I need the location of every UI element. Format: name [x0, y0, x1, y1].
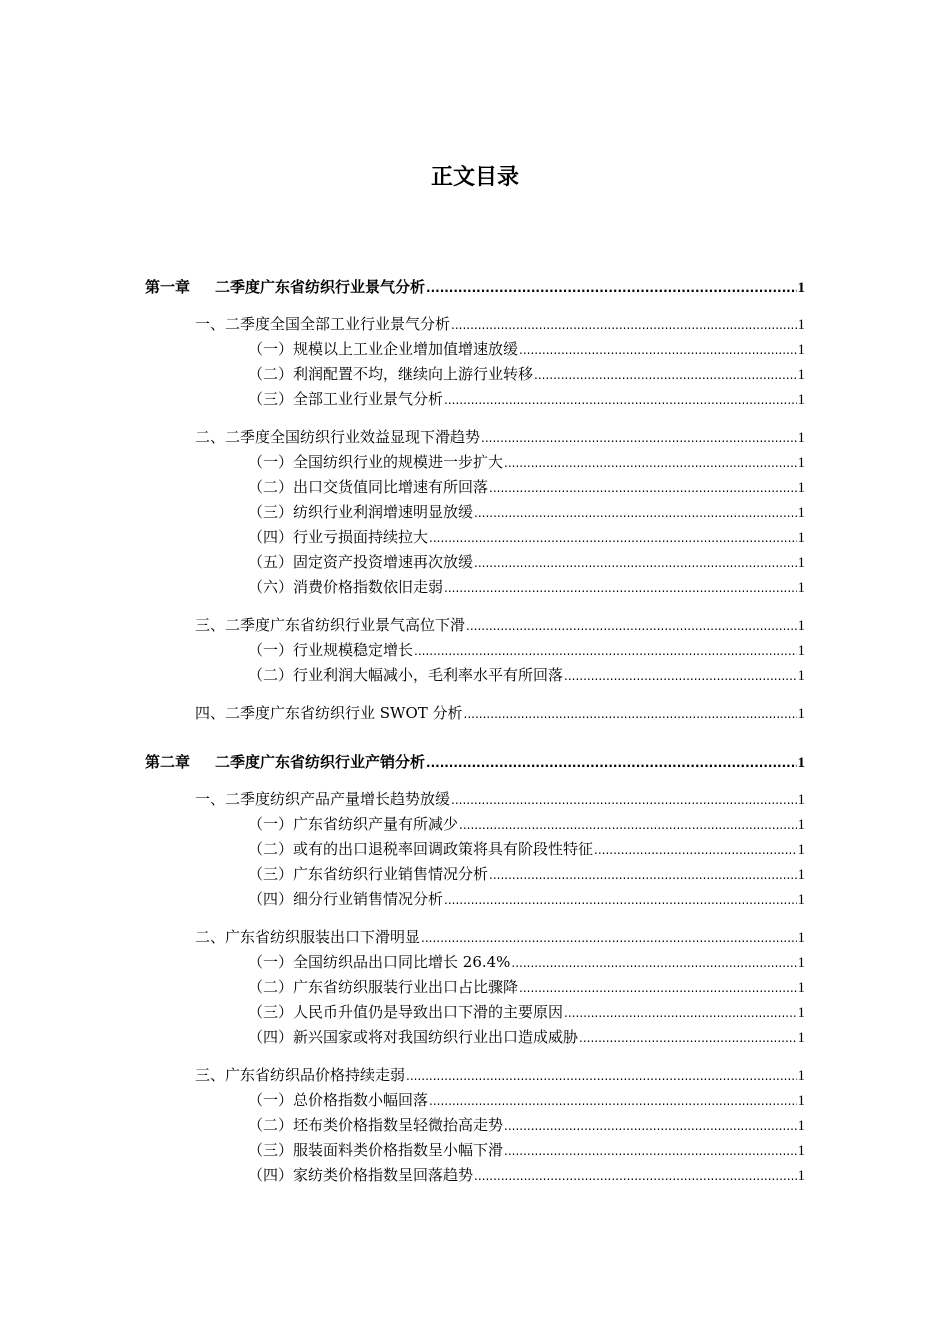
toc-entry-title: 二季度广东省纺织行业景气分析 — [215, 278, 426, 296]
toc-dot-leader — [504, 456, 796, 470]
toc-page-number: 1 — [797, 342, 805, 358]
toc-dot-leader — [481, 431, 796, 445]
toc-subsection-entry[interactable] — [248, 576, 805, 600]
toc-dot-leader — [429, 531, 796, 545]
toc-entry-text — [248, 363, 533, 384]
toc-subsection-entry[interactable] — [248, 1164, 805, 1188]
toc-entry-text — [248, 1089, 428, 1110]
toc-entry-title: （五）固定资产投资增速再次放缓 — [248, 553, 474, 571]
toc-entry-title: （四）行业亏损面持续拉大 — [248, 528, 429, 546]
toc-chapter-label: 第二章 — [145, 753, 191, 771]
toc-subsection-entry[interactable] — [248, 388, 805, 412]
toc-entry-title: （四）家纺类价格指数呈回落趋势 — [248, 1166, 474, 1184]
toc-page-number: 1 — [797, 455, 805, 471]
toc-entry-text — [248, 813, 458, 834]
toc-dot-leader — [511, 956, 796, 970]
toc-page-number: 1 — [797, 555, 805, 571]
toc-page-number: 1 — [797, 817, 805, 833]
toc-entry-title: （二）出口交货值同比增速有所回落 — [248, 478, 489, 496]
toc-page-number: 1 — [797, 930, 805, 946]
toc-page-number: 1 — [797, 706, 805, 722]
toc-entry-text — [248, 1139, 503, 1160]
toc-page-number: 1 — [797, 1030, 805, 1046]
toc-entry-text — [248, 451, 503, 472]
toc-page-number: 1 — [797, 580, 805, 596]
toc-entry-text — [248, 863, 488, 884]
toc-entry-title: （一）全国纺织品出口同比增长 26.4% — [248, 953, 511, 971]
toc-page-number: 1 — [797, 367, 805, 383]
toc-subsection-entry[interactable] — [248, 863, 805, 887]
toc-entry-title: （三）广东省纺织行业销售情况分析 — [248, 865, 489, 883]
toc-entry-title: 二、二季度全国纺织行业效益显现下滑趋势 — [195, 428, 481, 446]
toc-entry-title: （一）广东省纺织产量有所减少 — [248, 815, 459, 833]
toc-page-number: 1 — [797, 668, 805, 684]
toc-subsection-entry[interactable] — [248, 1139, 805, 1163]
toc-dot-leader — [426, 756, 796, 770]
toc-dot-leader — [464, 707, 797, 721]
toc-entry-text — [195, 426, 480, 447]
toc-page-number: 1 — [797, 1143, 805, 1159]
toc-subsection-entry[interactable] — [248, 639, 805, 663]
toc-entry-text — [195, 702, 463, 723]
toc-dot-leader — [451, 318, 796, 332]
toc-page-number: 1 — [797, 1093, 805, 1109]
toc-entry-title: （二）或有的出口退税率回调政策将具有阶段性特征 — [248, 840, 594, 858]
toc-section-entry[interactable] — [195, 926, 805, 950]
toc-dot-leader — [444, 581, 796, 595]
toc-entry-title: 一、二季度全国全部工业行业景气分析 — [195, 315, 451, 333]
toc-dot-leader — [414, 644, 796, 658]
toc-dot-leader — [406, 1069, 796, 1083]
toc-page-number: 1 — [797, 1168, 805, 1184]
toc-entry-text — [248, 576, 443, 597]
toc-entry-text — [195, 926, 420, 947]
toc-dot-leader — [534, 368, 796, 382]
toc-page-number: 1 — [797, 505, 805, 521]
toc-entry-title: （二）广东省纺织服装行业出口占比骤降 — [248, 978, 519, 996]
toc-dot-leader — [426, 281, 796, 295]
toc-page-number: 1 — [797, 480, 805, 496]
toc-dot-leader — [489, 481, 796, 495]
toc-dot-leader — [429, 1094, 796, 1108]
toc-dot-leader — [519, 981, 796, 995]
toc-dot-leader — [421, 931, 796, 945]
toc-dot-leader — [459, 818, 796, 832]
toc-dot-leader — [474, 556, 796, 570]
toc-dot-leader — [519, 343, 796, 357]
toc-entry-text — [248, 888, 443, 909]
toc-entry-text — [145, 751, 425, 772]
toc-dot-leader — [451, 793, 796, 807]
toc-section-entry[interactable] — [195, 702, 805, 726]
toc-page-number: 1 — [797, 430, 805, 446]
toc-entry-title: （四）细分行业销售情况分析 — [248, 890, 444, 908]
toc-entry-title: （一）规模以上工业企业增加值增速放缓 — [248, 340, 519, 358]
toc-page-number: 1 — [797, 867, 805, 883]
toc-entry-title: （一）全国纺织行业的规模进一步扩大 — [248, 453, 504, 471]
toc-dot-leader — [444, 393, 796, 407]
toc-entry-title: （四）新兴国家或将对我国纺织行业出口造成威胁 — [248, 1028, 579, 1046]
toc-entry-title: 三、二季度广东省纺织行业景气高位下滑 — [195, 616, 466, 634]
toc-section-entry[interactable] — [195, 614, 805, 638]
toc-entry-text — [248, 1114, 503, 1135]
toc-page-number: 1 — [797, 530, 805, 546]
toc-subsection-entry[interactable] — [248, 838, 805, 862]
toc-dot-leader — [504, 1119, 796, 1133]
toc-dot-leader — [474, 1169, 796, 1183]
toc-chapter-label: 第一章 — [145, 278, 191, 296]
toc-subsection-entry[interactable] — [248, 526, 805, 550]
toc-subsection-entry[interactable] — [248, 501, 805, 525]
toc-entry-text — [195, 313, 450, 334]
toc-entry-text — [248, 1164, 473, 1185]
toc-entry-text — [248, 388, 443, 409]
toc-section-entry[interactable] — [195, 1064, 805, 1088]
toc-entry-title: 二季度广东省纺织行业产销分析 — [215, 753, 426, 771]
toc-chapter-entry[interactable] — [145, 751, 805, 775]
toc-subsection-entry[interactable] — [248, 338, 805, 362]
toc-entry-title: （三）全部工业行业景气分析 — [248, 390, 444, 408]
toc-entry-text — [248, 551, 473, 572]
toc-subsection-entry[interactable] — [248, 1114, 805, 1138]
toc-subsection-entry[interactable] — [248, 664, 805, 688]
toc-entry-text — [248, 338, 518, 359]
toc-dot-leader — [504, 1144, 796, 1158]
toc-subsection-entry[interactable] — [248, 888, 805, 912]
toc-entry-text — [145, 276, 425, 297]
toc-subsection-entry[interactable] — [248, 813, 805, 837]
toc-subsection-entry[interactable] — [248, 1026, 805, 1050]
toc-page-number: 1 — [797, 792, 805, 808]
toc-section-entry[interactable] — [195, 788, 805, 812]
toc-entry-text — [248, 526, 428, 547]
toc-entry-text — [248, 951, 510, 972]
toc-entry-text — [248, 976, 518, 997]
toc-entry-title: （三）服装面料类价格指数呈小幅下滑 — [248, 1141, 504, 1159]
toc-dot-leader — [489, 868, 796, 882]
toc-page-number: 1 — [797, 842, 805, 858]
toc-entry-title: 二、广东省纺织服装出口下滑明显 — [195, 928, 421, 946]
toc-entry-text — [195, 788, 450, 809]
toc-page-number: 1 — [797, 755, 805, 771]
toc-chapter-entry[interactable] — [145, 276, 805, 300]
toc-entry-text — [248, 476, 488, 497]
toc-entry-title: 三、广东省纺织品价格持续走弱 — [195, 1066, 406, 1084]
toc-entry-title: （二）坯布类价格指数呈轻微抬高走势 — [248, 1116, 504, 1134]
toc-dot-leader — [564, 669, 796, 683]
toc-page-number: 1 — [797, 618, 805, 634]
toc-page-number: 1 — [797, 1118, 805, 1134]
toc-entry-text — [248, 501, 473, 522]
toc-entry-text — [195, 614, 465, 635]
toc-page-number: 1 — [797, 1068, 805, 1084]
toc-page-number: 1 — [797, 392, 805, 408]
toc-entry-title: （二）行业利润大幅减小，毛利率水平有所回落 — [248, 666, 564, 684]
toc-subsection-entry[interactable] — [248, 476, 805, 500]
toc-entry-title: （二）利润配置不均，继续向上游行业转移 — [248, 365, 534, 383]
toc-subsection-entry[interactable] — [248, 951, 805, 975]
toc-subsection-entry[interactable] — [248, 551, 805, 575]
toc-page-number: 1 — [797, 980, 805, 996]
toc-entry-text — [248, 1026, 578, 1047]
toc-entry-text — [248, 664, 563, 685]
toc-dot-leader — [579, 1031, 796, 1045]
toc-page-number: 1 — [797, 643, 805, 659]
toc-subsection-entry[interactable] — [248, 1001, 805, 1025]
toc-entry-title: 四、二季度广东省纺织行业 SWOT 分析 — [195, 704, 463, 722]
toc-section-entry[interactable] — [195, 426, 805, 450]
toc-entry-text — [248, 639, 413, 660]
toc-entry-title: （一）总价格指数小幅回落 — [248, 1091, 429, 1109]
toc-page-number: 1 — [797, 317, 805, 333]
toc-subsection-entry[interactable] — [248, 451, 805, 475]
toc-subsection-entry[interactable] — [248, 363, 805, 387]
toc-entry-title: （一）行业规模稳定增长 — [248, 641, 414, 659]
toc-dot-leader — [594, 843, 796, 857]
toc-entry-title: （六）消费价格指数依旧走弱 — [248, 578, 444, 596]
toc-dot-leader — [564, 1006, 796, 1020]
toc-dot-leader — [466, 619, 796, 633]
toc-page-number: 1 — [797, 892, 805, 908]
toc-entry-text — [248, 1001, 563, 1022]
toc-dot-leader — [474, 506, 796, 520]
toc-entry-title: （三）纺织行业利润增速明显放缓 — [248, 503, 474, 521]
toc-entry-title: 一、二季度纺织产品产量增长趋势放缓 — [195, 790, 451, 808]
toc-page-number: 1 — [797, 280, 805, 296]
toc-subsection-entry[interactable] — [248, 976, 805, 1000]
toc-subsection-entry[interactable] — [248, 1089, 805, 1113]
toc-entry-text — [248, 838, 593, 859]
page-title: 正文目录 — [430, 165, 519, 190]
toc-page-number: 1 — [797, 955, 805, 971]
toc-dot-leader — [444, 893, 796, 907]
toc-section-entry[interactable] — [195, 313, 805, 337]
toc-entry-text — [195, 1064, 405, 1085]
toc-entry-title: （三）人民币升值仍是导致出口下滑的主要原因 — [248, 1003, 564, 1021]
toc-page-number: 1 — [797, 1005, 805, 1021]
